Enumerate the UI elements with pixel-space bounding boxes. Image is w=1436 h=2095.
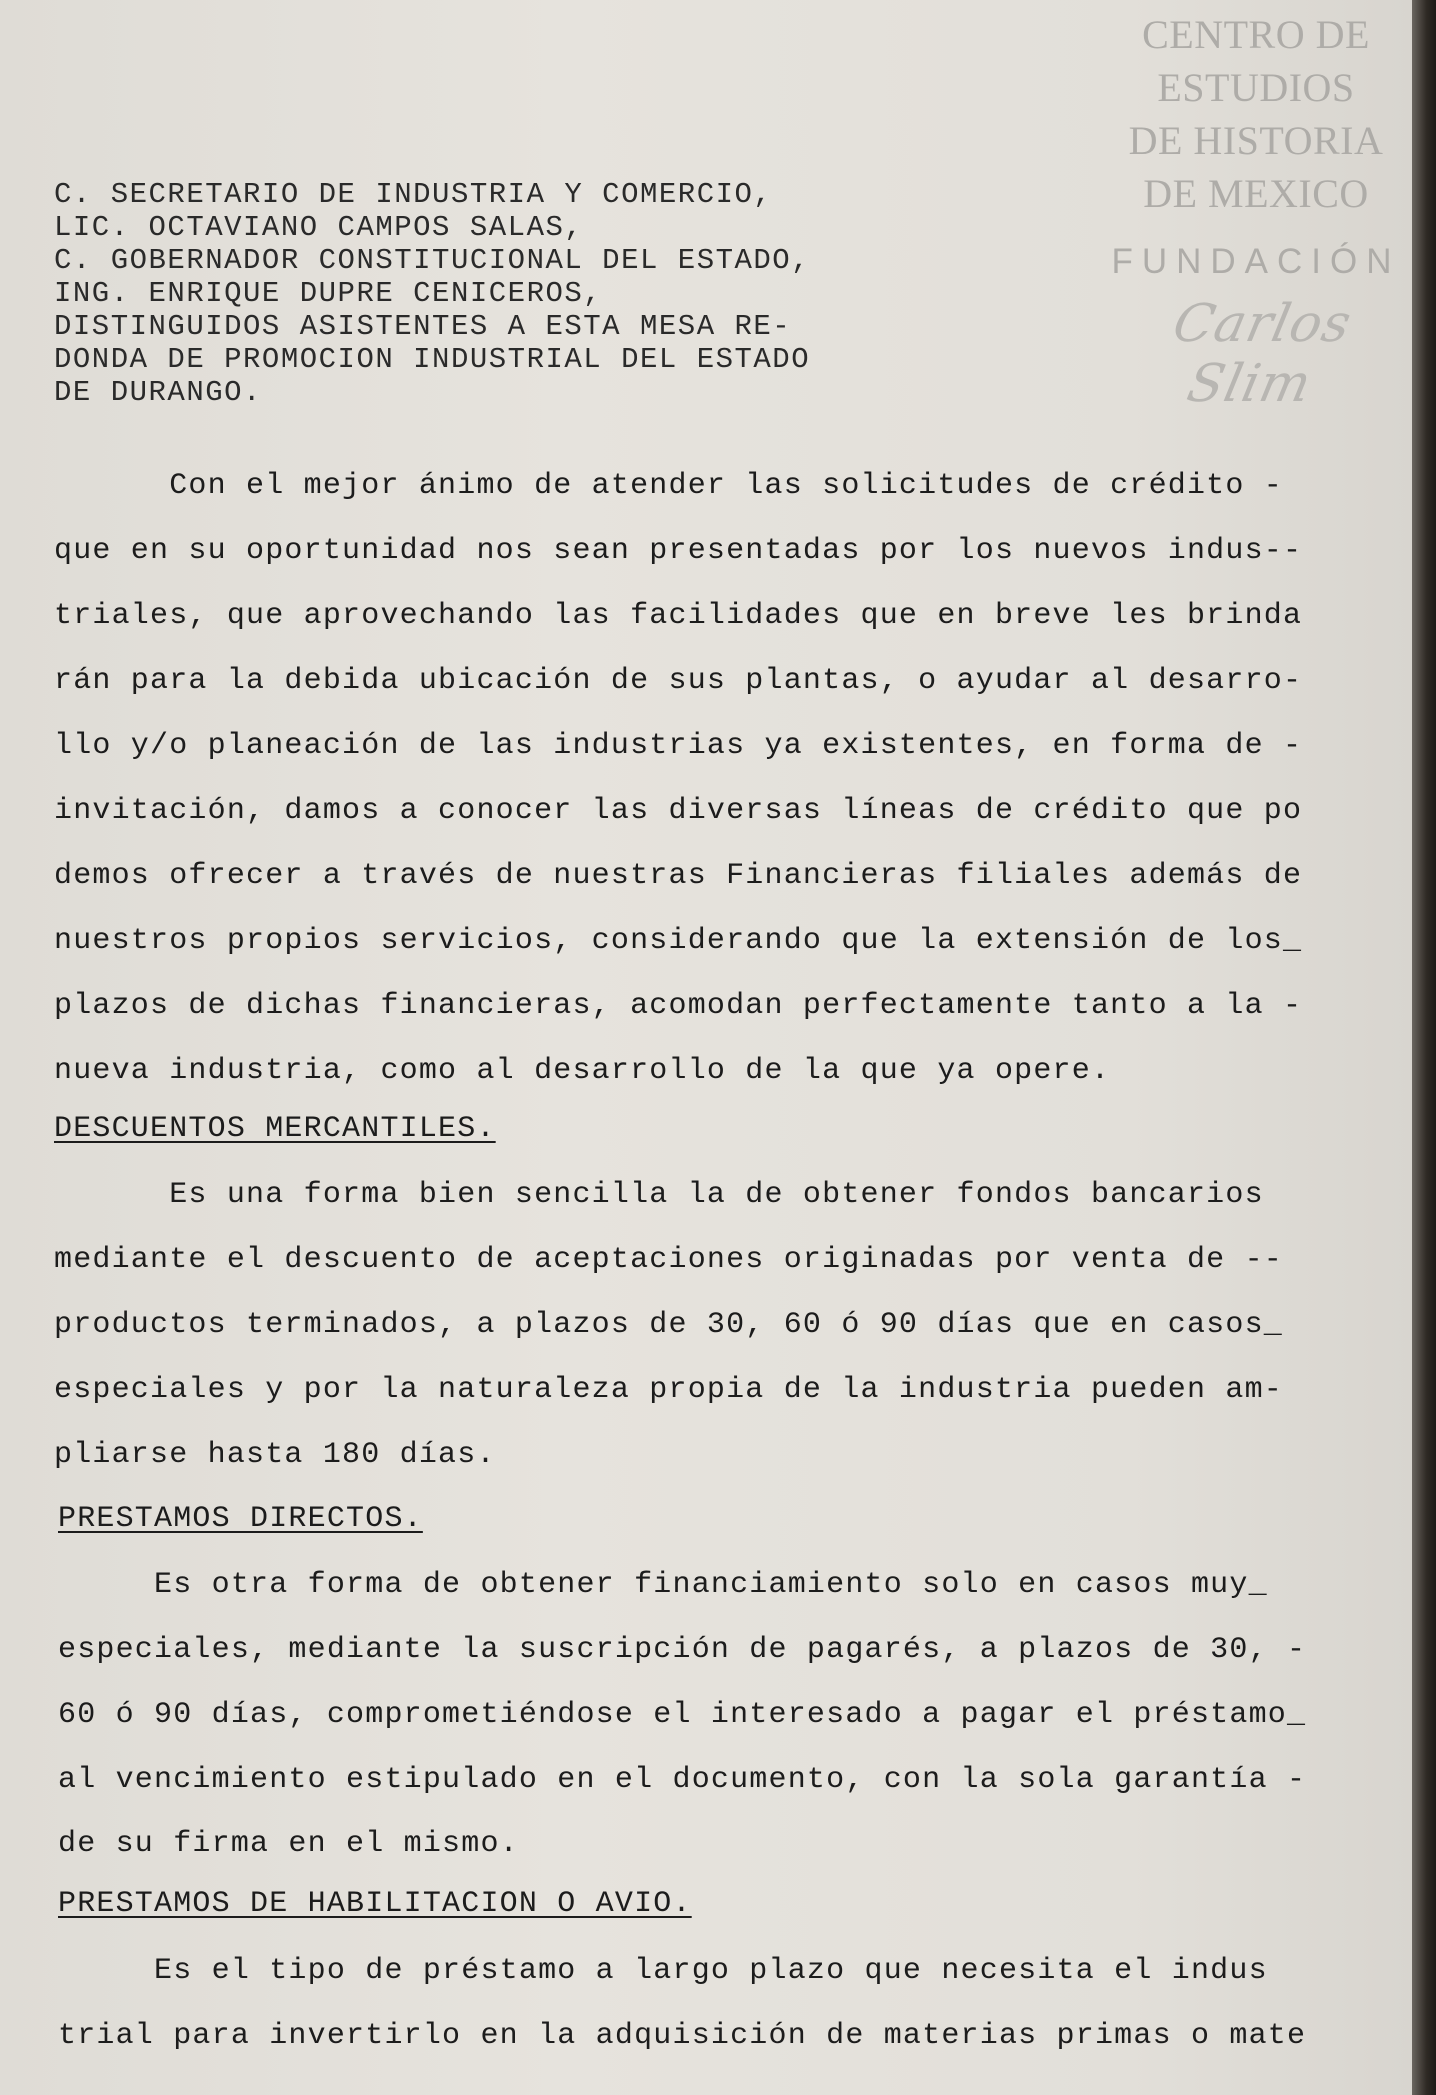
body-line: productos terminados, a plazos de 30, 60 ó 90 días que en casos_ bbox=[54, 1308, 1283, 1342]
body-line: 60 ó 90 días, comprometiéndose el interesado a pagar el préstamo_ bbox=[58, 1698, 1307, 1732]
body-line: Es una forma bien sencilla la de obtener fondos bancarios bbox=[54, 1178, 1264, 1212]
body-line: invitación, damos a conocer las diversas líneas de crédito que po bbox=[54, 794, 1303, 828]
watermark-signature: Carlos Slim bbox=[1167, 294, 1357, 414]
body-line: Es otra forma de obtener financiamiento solo en casos muy_ bbox=[58, 1568, 1268, 1602]
section-heading-descuentos: DESCUENTOS MERCANTILES. bbox=[54, 1112, 496, 1146]
body-line: de su firma en el mismo. bbox=[58, 1827, 519, 1861]
address-line: C. SECRETARIO DE INDUSTRIA Y COMERCIO, bbox=[54, 178, 773, 211]
body-line: especiales y por la naturaleza propia de la industria pueden am- bbox=[54, 1373, 1283, 1407]
page-edge-shadow bbox=[1412, 0, 1436, 2095]
body-line: al vencimiento estipulado en el documento, con la sola garantía - bbox=[58, 1763, 1307, 1797]
watermark-line-4: DE MEXICO bbox=[1143, 171, 1369, 216]
watermark-line-2: ESTUDIOS bbox=[1157, 65, 1355, 110]
body-line: demos ofrecer a través de nuestras Financieras filiales además de bbox=[54, 859, 1303, 893]
address-line: DISTINGUIDOS ASISTENTES A ESTA MESA RE- bbox=[54, 310, 792, 343]
address-line: LIC. OCTAVIANO CAMPOS SALAS, bbox=[54, 211, 584, 244]
body-line: trial para invertirlo en la adquisición de materias primas o mate bbox=[58, 2019, 1307, 2053]
body-line: Es el tipo de préstamo a largo plazo que necesita el indus bbox=[58, 1954, 1268, 1988]
watermark-line-1: CENTRO DE bbox=[1142, 12, 1370, 57]
body-line: mediante el descuento de aceptaciones originadas por venta de -- bbox=[54, 1243, 1283, 1277]
section-heading-habilitacion: PRESTAMOS DE HABILITACION O AVIO. bbox=[58, 1887, 692, 1921]
body-line: especiales, mediante la suscripción de pagarés, a plazos de 30, - bbox=[58, 1633, 1307, 1667]
body-line: triales, que aprovechando las facilidades que en breve les brinda bbox=[54, 599, 1303, 633]
archive-watermark bbox=[1106, 8, 1406, 414]
body-line: nueva industria, como al desarrollo de la que ya opere. bbox=[54, 1054, 1111, 1088]
watermark-foundation: FUNDACIÓN bbox=[1111, 242, 1401, 281]
body-line: que en su oportunidad nos sean presentadas por los nuevos indus-- bbox=[54, 534, 1303, 568]
body-line: rán para la debida ubicación de sus plantas, o ayudar al desarro- bbox=[54, 664, 1303, 698]
watermark-line-3: DE HISTORIA bbox=[1128, 118, 1384, 163]
body-line: nuestros propios servicios, considerando que la extensión de los_ bbox=[54, 924, 1303, 958]
address-line: DONDA DE PROMOCION INDUSTRIAL DEL ESTADO bbox=[54, 343, 811, 376]
body-line: plazos de dichas financieras, acomodan perfectamente tanto a la - bbox=[54, 989, 1303, 1023]
body-line: llo y/o planeación de las industrias ya existentes, en forma de - bbox=[54, 729, 1303, 763]
body-line: pliarse hasta 180 días. bbox=[54, 1438, 496, 1472]
address-line: DE DURANGO. bbox=[54, 376, 262, 409]
section-heading-prestamos-directos: PRESTAMOS DIRECTOS. bbox=[58, 1502, 423, 1536]
address-line: ING. ENRIQUE DUPRE CENICEROS, bbox=[54, 277, 603, 310]
address-line: C. GOBERNADOR CONSTITUCIONAL DEL ESTADO, bbox=[54, 244, 811, 277]
body-line: Con el mejor ánimo de atender las solicitudes de crédito - bbox=[54, 469, 1283, 503]
